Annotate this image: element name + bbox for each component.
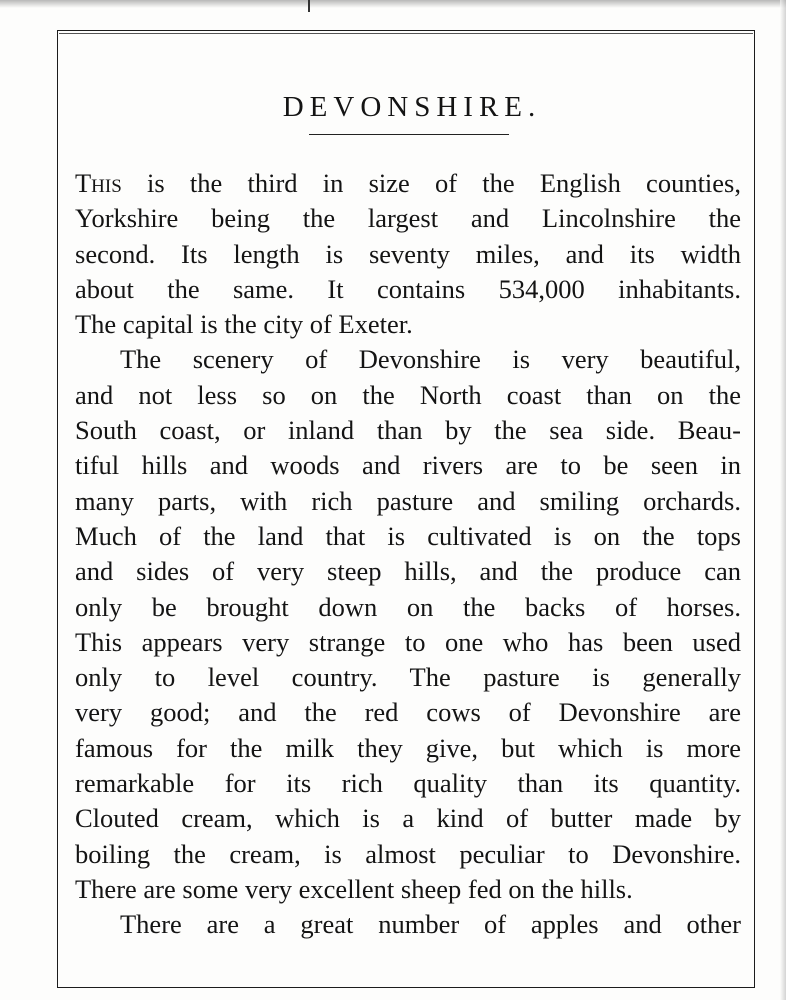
text-line: famous for the milk they give, but which is more [75,732,741,763]
text-line: Yorkshire being the largest and Lincolnshire the [75,203,741,234]
text-line: Much of the land that is cultivated is on the tops [75,520,741,551]
drop-small-caps-word: This [75,168,122,198]
text-line: There are some very excellent sheep fed on the hills. [75,873,633,904]
page-title: DEVONSHIRE. [282,91,542,124]
text-line: tiful hills and woods and rivers are to be seen in [75,450,741,481]
text-line: There are a great number of apples and other [120,909,741,940]
page-top-edge-shadow [0,0,786,8]
text-line: many parts, with rich pasture and smiling orchards. [75,485,741,516]
text-line: This appears very strange to one who has been used [75,626,741,657]
text-line-rest: is the third in size of the English counties, [121,168,741,198]
text-line: remarkable for its rich quality than its quantity. [75,768,741,799]
text-line: The capital is the city of Exeter. [75,309,413,340]
text-line: and not less so on the North coast than on the [75,379,741,410]
text-line: only to level country. The pasture is generally [75,662,741,693]
text-line: boiling the cream, is almost peculiar to Devonshire. [75,838,741,869]
frame-top-double-line [59,33,753,34]
text-line: The scenery of Devonshire is very beautiful, [120,344,741,375]
text-line: about the same. It contains 534,000 inhabitants. [75,273,741,304]
text-line: second. Its length is seventy miles, and its width [75,238,741,269]
body-text [75,166,741,943]
page-right-edge-shadow [780,0,786,1000]
text-line: and sides of very steep hills, and the produce can [75,556,741,587]
text-line: South coast, or inland than by the sea side. Beau- [75,415,741,446]
binding-tick-mark [308,0,310,12]
text-line: Clouted cream, which is a kind of butter made by [75,803,741,834]
title-divider-rule [309,134,509,135]
text-line [75,166,741,201]
text-line: only be brought down on the backs of horses. [75,591,741,622]
text-line: very good; and the red cows of Devonshire are [75,697,741,728]
